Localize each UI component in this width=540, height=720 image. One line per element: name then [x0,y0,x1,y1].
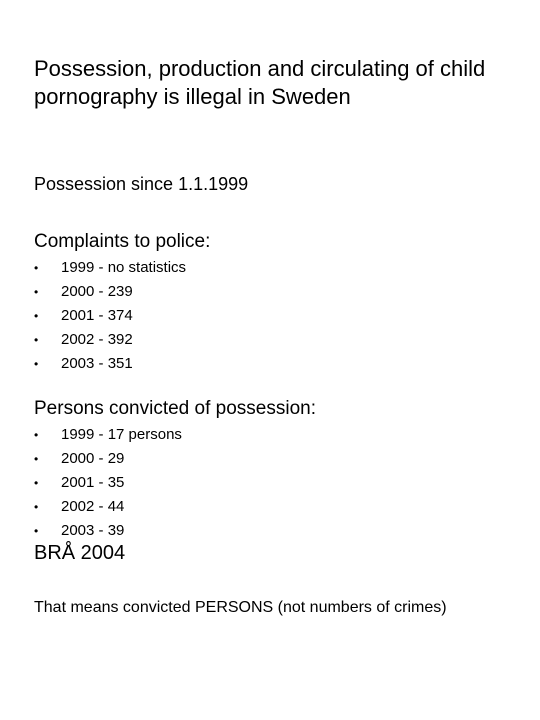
bullet-icon: • [34,309,39,323]
complaints-list [34,256,186,376]
possession-since-text: Possession since 1.1.1999 [34,174,249,194]
list-item [34,304,186,328]
list-item [34,423,182,447]
bullet-icon: • [34,500,39,514]
list-item [34,471,182,495]
bullet-icon: • [34,333,39,347]
complaint-item-text: 2003 - 351 [61,355,133,372]
footnote-text: That means convicted PERSONS (not numbers of crimes) [34,599,447,616]
convicted-list [34,423,182,543]
convicted-heading: Persons convicted of possession: [34,398,316,419]
bullet-icon: • [34,452,39,466]
bullet-icon: • [34,476,39,490]
convicted-item-text: 2001 - 35 [61,474,125,491]
list-item [34,256,186,280]
convicted-item-text: 2000 - 29 [61,450,125,467]
list-item [34,280,186,304]
list-item [34,495,182,519]
list-item [34,328,186,352]
bullet-icon: • [34,285,39,299]
convicted-item-text: 1999 - 17 persons [61,426,182,443]
complaint-item-text: 2000 - 239 [61,283,133,300]
bullet-icon: • [34,524,39,538]
complaints-heading: Complaints to police: [34,231,211,252]
convicted-item-text: 2003 - 39 [61,522,125,539]
bullet-icon: • [34,261,39,275]
slide-title: Possession, production and circulating of child pornography is illegal in Sweden [34,56,486,109]
complaint-item-text: 1999 - no statistics [61,259,187,276]
bullet-icon: • [34,428,39,442]
list-item [34,447,182,471]
list-item [34,352,186,376]
bullet-icon: • [34,357,39,371]
complaint-item-text: 2001 - 374 [61,307,133,324]
source-citation: BRÅ 2004 [34,542,126,564]
complaint-item-text: 2002 - 392 [61,331,133,348]
convicted-item-text: 2002 - 44 [61,498,125,515]
